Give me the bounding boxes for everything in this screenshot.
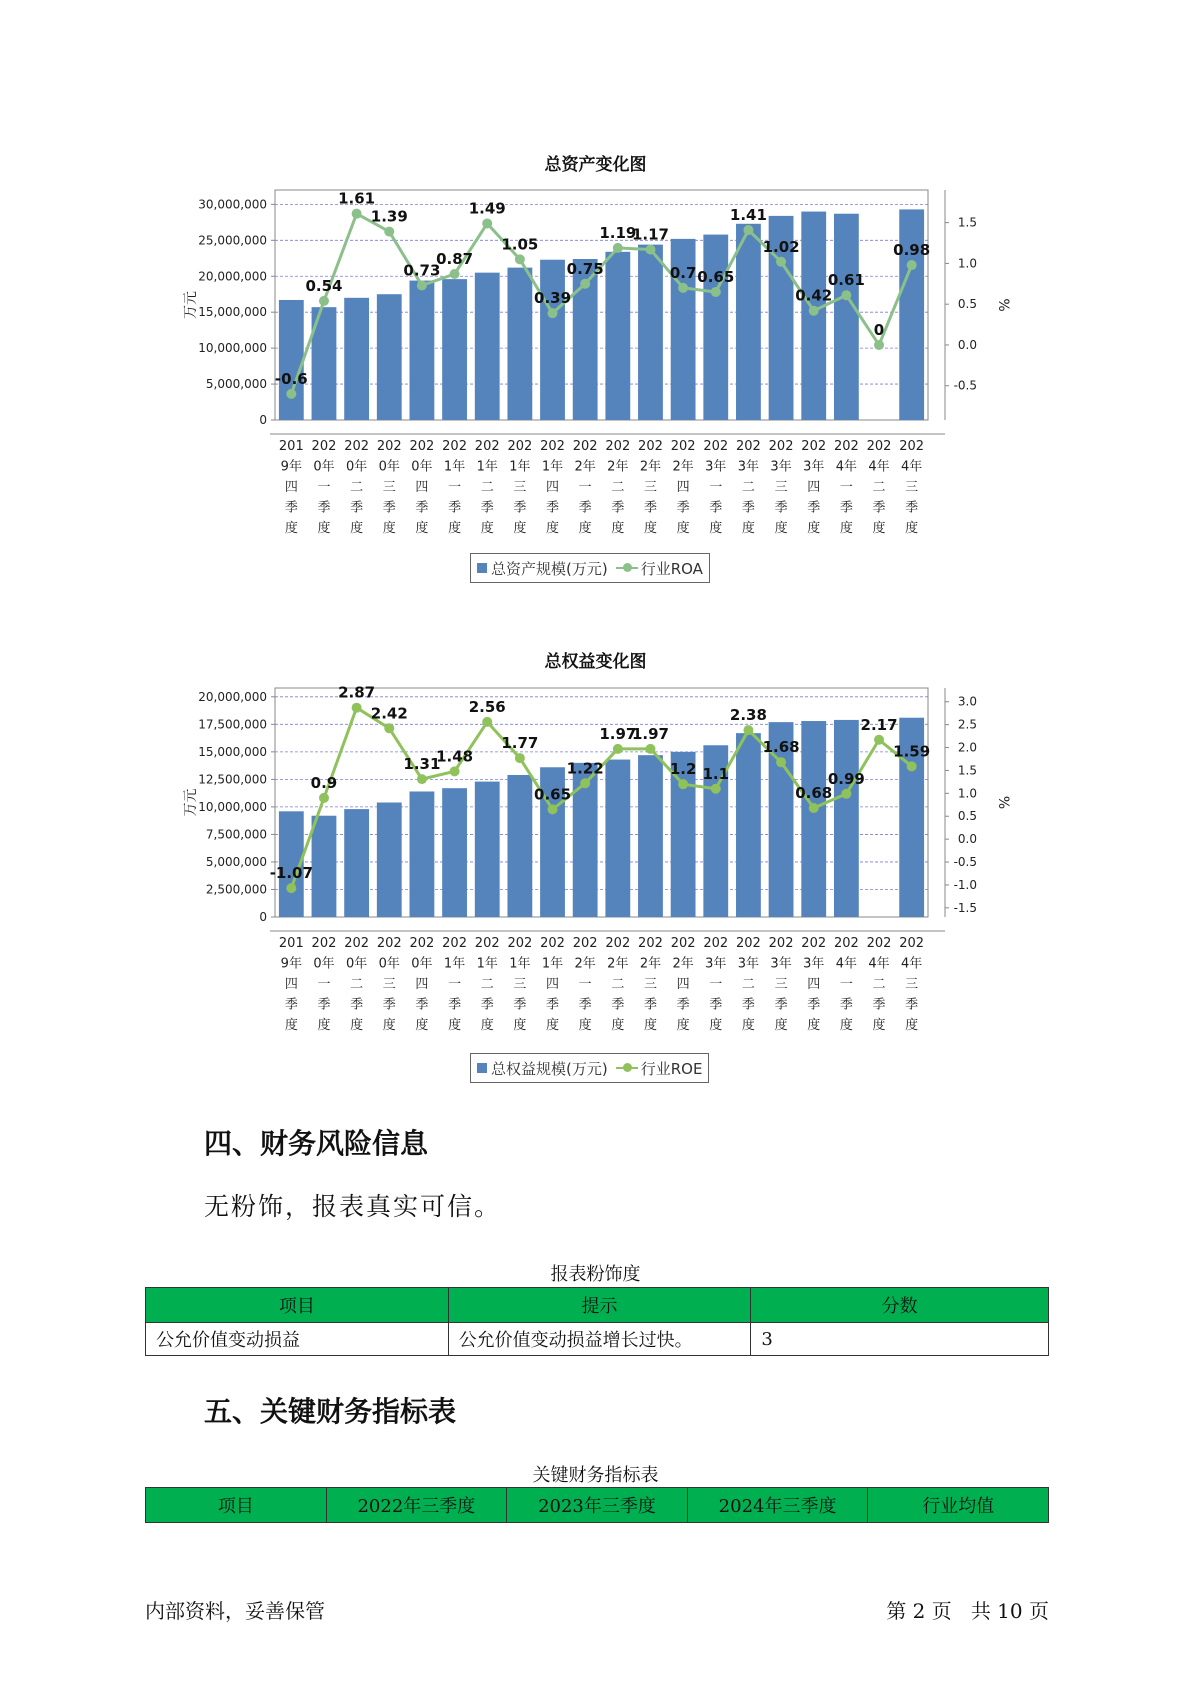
bar (801, 721, 826, 917)
data-label: 1.97 (631, 724, 669, 743)
x-tick-label: 202 2年四季度 (670, 936, 696, 1033)
table-header-cell: 提示 (448, 1288, 751, 1323)
risk-paragraph: 无粉饰，报表真实可信。 (204, 1192, 502, 1221)
bar (736, 733, 761, 917)
legend-bar-label: 总资产规模(万元) (491, 559, 608, 578)
data-label: 1.05 (501, 235, 539, 254)
x-tick-label: 202 3年一季度 (703, 439, 729, 536)
data-label: 0.87 (436, 250, 474, 269)
legend-line-label: 行业ROA (640, 559, 703, 578)
data-label: 2.56 (468, 697, 506, 716)
line-point (711, 784, 721, 794)
x-tick-label: 202 4年二季度 (866, 936, 892, 1033)
x-tick-label: 202 3年二季度 (736, 936, 761, 1033)
data-label: -0.6 (274, 369, 308, 388)
data-label: 1.97 (599, 724, 637, 743)
data-label: 1.31 (403, 755, 441, 774)
line-point (678, 779, 688, 789)
y-left-tick-label: 15,000,000 (198, 305, 267, 320)
x-tick-label: 202 1年三季度 (507, 439, 533, 536)
data-label: 1.61 (338, 189, 376, 208)
x-tick-label: 202 3年一季度 (703, 936, 729, 1033)
data-label: 1.19 (599, 223, 637, 242)
bar (410, 791, 435, 917)
key-indicators-table (145, 1487, 1049, 1523)
y-right-tick-label: 0.0 (957, 337, 977, 352)
x-tick-label: 202 0年三季度 (376, 936, 402, 1033)
x-tick-label: 202 1年三季度 (507, 936, 533, 1033)
y-left-tick-label: 20,000,000 (198, 269, 267, 284)
x-tick-label: 202 3年三季度 (768, 439, 794, 536)
y-left-tick-label: 17,500,000 (198, 717, 267, 732)
x-tick-label: 202 2年三季度 (638, 439, 663, 536)
data-label: 0.9 (310, 773, 338, 792)
window-dressing-table (145, 1287, 1049, 1356)
x-tick-label: 202 4年一季度 (833, 936, 859, 1033)
x-tick-label: 202 3年四季度 (801, 439, 827, 536)
y-right-tick-label: 1.5 (957, 215, 977, 230)
table-header-cell: 2023年三季度 (507, 1488, 688, 1523)
y-right-tick-label: 3.0 (957, 694, 977, 709)
y-left-tick-label: 7,500,000 (205, 827, 267, 842)
x-tick-label: 202 1年二季度 (474, 936, 500, 1033)
x-tick-label: 202 4年三季度 (899, 936, 925, 1033)
footer-left: 内部资料，妥善保管 (145, 1599, 325, 1623)
x-tick-label: 202 0年三季度 (376, 439, 402, 536)
chart-legend (470, 1053, 709, 1083)
y-left-tick-label: 0 (259, 413, 267, 427)
bar (638, 755, 663, 917)
data-label: 0.65 (697, 267, 735, 286)
data-label: 0.7 (669, 263, 697, 282)
line-point (580, 778, 590, 788)
y-left-tick-label: 10,000,000 (198, 799, 267, 814)
y-left-tick-label: 30,000,000 (198, 197, 267, 212)
table-header-cell: 2022年三季度 (326, 1488, 507, 1523)
y-left-tick-label: 20,000,000 (198, 689, 267, 704)
x-tick-label: 202 2年三季度 (638, 936, 663, 1033)
data-label: 1.1 (702, 764, 730, 783)
line-point (417, 774, 427, 784)
table-header-cell: 项目 (146, 1288, 449, 1323)
line-swatch-icon (616, 1067, 638, 1069)
y-left-tick-label: 12,500,000 (198, 772, 267, 787)
y-right-axis-label: % (995, 298, 1011, 312)
x-tick-label: 202 0年一季度 (311, 936, 337, 1033)
y-right-tick-label: 1.0 (957, 256, 977, 271)
data-label: 0.73 (403, 261, 441, 280)
y-left-tick-label: 10,000,000 (198, 341, 267, 356)
x-tick-label: 202 0年四季度 (409, 936, 435, 1033)
data-label: 0.75 (566, 259, 604, 278)
x-tick-label: 202 1年四季度 (540, 936, 565, 1033)
table-caption: 关键财务指标表 (532, 1465, 659, 1486)
table-header-cell: 2024年三季度 (687, 1488, 868, 1523)
data-label: 1.59 (893, 742, 931, 761)
line-point (515, 753, 525, 763)
line-point (286, 883, 296, 893)
data-label: 2.42 (370, 704, 408, 723)
y-right-tick-label: -0.5 (953, 378, 977, 393)
line-point (548, 804, 558, 814)
x-tick-label: 202 0年二季度 (344, 439, 370, 536)
section-heading: 四、财务风险信息 (204, 1127, 429, 1160)
bar (507, 775, 532, 917)
line-point (384, 723, 394, 733)
x-tick-label: 202 3年三季度 (768, 936, 794, 1033)
x-tick-label: 202 2年二季度 (605, 936, 631, 1033)
y-right-axis-label: % (995, 795, 1011, 810)
x-tick-label: 202 2年一季度 (572, 936, 598, 1033)
x-tick-label: 202 1年四季度 (540, 439, 565, 536)
y-right-tick-label: 0.0 (957, 832, 977, 847)
line-point (645, 744, 655, 754)
table-header-cell: 项目 (146, 1488, 327, 1523)
data-label: 0.99 (827, 769, 865, 788)
x-tick-label: 202 1年一季度 (442, 936, 467, 1033)
x-tick-label: 202 3年四季度 (801, 936, 827, 1033)
y-right-tick-label: -1.0 (953, 877, 977, 892)
data-label: 1.22 (566, 759, 604, 778)
table-header-cell: 行业均值 (868, 1488, 1049, 1523)
bar (377, 803, 402, 918)
line-point (352, 703, 362, 713)
x-tick-label: 202 2年四季度 (670, 439, 696, 536)
bar (605, 760, 630, 917)
data-label: 1.02 (762, 237, 800, 256)
line-point (743, 725, 753, 735)
legend-line-label: 行业ROE (640, 1059, 703, 1078)
y-right-tick-label: 0.5 (957, 809, 977, 824)
data-label: 0.98 (893, 241, 931, 260)
y-left-tick-label: 5,000,000 (205, 377, 267, 392)
y-left-axis-label: 万元 (183, 291, 199, 319)
table-cell: 公允价值变动损益增长过快。 (448, 1323, 751, 1356)
line-point (450, 766, 460, 776)
line-point (841, 789, 851, 799)
line-point (613, 744, 623, 754)
x-tick-label: 201 9年四季度 (278, 936, 304, 1033)
bar (834, 720, 859, 917)
bar (442, 788, 467, 917)
data-label: 0.54 (305, 276, 343, 295)
x-tick-label: 202 1年一季度 (442, 439, 467, 536)
x-tick-label: 202 3年二季度 (736, 439, 761, 536)
x-tick-label: 202 4年二季度 (866, 439, 892, 536)
data-label: 2.17 (860, 715, 898, 734)
y-right-tick-label: 1.0 (957, 786, 977, 801)
data-label: 1.48 (436, 747, 474, 766)
data-label: 1.49 (468, 199, 506, 218)
bar (475, 782, 500, 917)
bar (344, 809, 369, 917)
data-label: 0.68 (795, 783, 833, 802)
data-label: 1.68 (762, 738, 800, 757)
data-label: 1.39 (370, 207, 408, 226)
data-label: 1.77 (501, 734, 539, 753)
table-row (146, 1323, 1049, 1356)
data-label: 0.42 (795, 286, 833, 305)
table-cell: 3 (751, 1323, 1049, 1356)
line-point (809, 803, 819, 813)
x-tick-label: 202 4年三季度 (899, 439, 925, 536)
footer-page-number: 第 2 页 共 10 页 (886, 1599, 1049, 1623)
x-tick-label: 202 2年一季度 (572, 439, 598, 536)
y-right-tick-label: -1.5 (953, 900, 977, 915)
data-label: 1.2 (669, 760, 697, 779)
line-point (907, 761, 917, 771)
line-point (776, 757, 786, 767)
bar-swatch-icon (477, 1063, 487, 1073)
x-tick-label: 202 4年一季度 (833, 439, 859, 536)
bar (312, 816, 337, 917)
x-tick-label: 202 0年一季度 (311, 439, 337, 536)
y-right-tick-label: 2.0 (957, 740, 977, 755)
x-tick-label: 202 0年二季度 (344, 936, 370, 1033)
chart-title: 总资产变化图 (544, 155, 647, 175)
section-heading: 五、关键财务指标表 (204, 1395, 457, 1428)
data-label: 0 (873, 320, 885, 339)
y-right-tick-label: -0.5 (953, 855, 977, 870)
y-left-tick-label: 25,000,000 (198, 233, 267, 248)
y-left-tick-label: 5,000,000 (205, 854, 267, 869)
table-caption: 报表粉饰度 (550, 1264, 641, 1285)
data-label: 2.38 (729, 706, 767, 725)
data-label: 2.87 (338, 683, 376, 702)
line-point (319, 793, 329, 803)
data-label: 0.65 (534, 785, 572, 804)
y-left-axis-label: 万元 (183, 788, 199, 817)
table-cell: 公允价值变动损益 (146, 1323, 449, 1356)
data-label: 0.39 (534, 289, 572, 308)
y-left-tick-label: 2,500,000 (205, 882, 267, 897)
table-header-row (146, 1288, 1049, 1323)
line-point (874, 735, 884, 745)
y-right-tick-label: 0.5 (957, 297, 977, 312)
data-label: -1.07 (269, 864, 313, 883)
data-label: 1.17 (631, 225, 669, 244)
data-label: 0.61 (827, 271, 865, 290)
x-tick-label: 201 9年四季度 (278, 439, 304, 536)
x-tick-label: 202 2年二季度 (605, 439, 631, 536)
x-tick-label: 202 1年二季度 (474, 439, 500, 536)
y-right-tick-label: 2.5 (957, 717, 977, 732)
table-header-row (146, 1488, 1049, 1523)
y-left-tick-label: 0 (259, 910, 267, 924)
legend-bar-label: 总权益规模(万元) (491, 1059, 608, 1078)
chart-title: 总权益变化图 (544, 652, 647, 672)
y-right-tick-label: 1.5 (957, 763, 977, 778)
y-left-tick-label: 15,000,000 (198, 744, 267, 759)
x-tick-label: 202 0年四季度 (409, 439, 435, 536)
table-header-cell: 分数 (751, 1288, 1049, 1323)
line-point (482, 717, 492, 727)
data-label: 1.41 (729, 205, 767, 224)
